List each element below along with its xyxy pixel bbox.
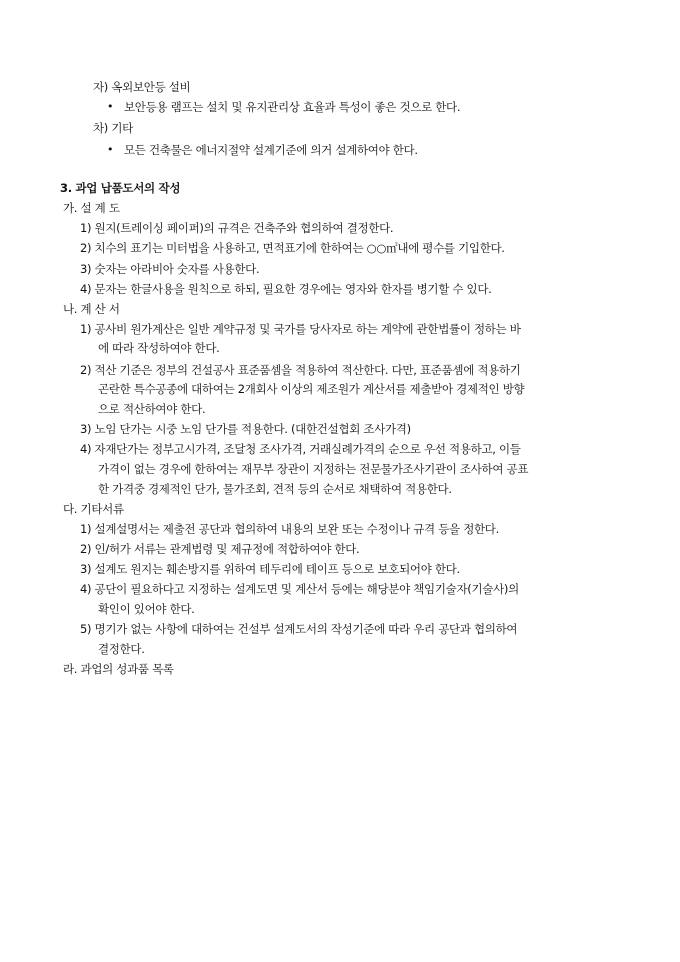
item-ja-title: 자) 옥외보안등 설비 bbox=[93, 80, 191, 94]
na-line-4c: 한 가격중 경제적인 단가, 물가조회, 견적 등의 순서로 채택하여 적용한다. bbox=[98, 482, 452, 496]
da-line-5a: 5) 명기가 없는 사항에 대하여는 건설부 설계도서의 작성기준에 따라 우리 공단과 협의하여 bbox=[80, 622, 518, 636]
ga-line-4: 4) 문자는 한글사용을 원칙으로 하되, 필요한 경우에는 영자와 한자를 병기할 수 있다. bbox=[80, 282, 492, 296]
da-line-4a: 4) 공단이 필요하다고 지정하는 설계도면 및 계산서 등에는 해당분야 책임기술자(기술사)의 bbox=[80, 582, 519, 596]
item-ja-bullet-text: 보안등용 램프는 설치 및 유지관리상 효율과 특성이 좋은 것으로 한다. bbox=[124, 100, 461, 114]
da-line-5b: 결정한다. bbox=[98, 642, 145, 656]
na-line-2c: 으로 적산하여야 한다. bbox=[98, 402, 206, 416]
subsection-ra-title: 라. 과업의 성과품 목록 bbox=[63, 662, 174, 676]
ga-line-3: 3) 숫자는 아라비아 숫자를 사용한다. bbox=[80, 262, 260, 276]
da-line-1: 1) 설계설명서는 제출전 공단과 협의하여 내용의 보완 또는 수정이나 규격 등을 정한다. bbox=[80, 522, 499, 536]
subsection-ga-title: 가. 설 계 도 bbox=[63, 201, 120, 215]
na-line-4a: 4) 자재단가는 정부고시가격, 조달청 조사가격, 거래실례가격의 순으로 우선 적용하고, 이들 bbox=[80, 442, 521, 456]
ga-line-1: 1) 원지(트레이싱 페이퍼)의 규격은 건축주와 협의하여 결정한다. bbox=[80, 221, 394, 235]
na-line-1a: 1) 공사비 원가계산은 일반 계약규정 및 국가를 당사자로 하는 계약에 관한법률이 정하는 바 bbox=[80, 322, 521, 336]
na-line-3: 3) 노임 단가는 시중 노임 단가를 적용한다. (대한건설협회 조사가격) bbox=[80, 422, 411, 436]
item-cha-title: 차) 기타 bbox=[93, 121, 133, 135]
bullet-icon: • bbox=[107, 100, 114, 113]
na-line-2a: 2) 적산 기준은 정부의 건설공사 표준품셈을 적용하여 적산한다. 다만, 표준품셈에 적용하기 bbox=[80, 363, 521, 377]
na-line-2b: 곤란한 특수공종에 대하여는 2개회사 이상의 제조원가 계산서를 제출받아 경제적인 방향 bbox=[98, 382, 525, 396]
subsection-da-title: 다. 기타서류 bbox=[63, 502, 124, 516]
item-cha-bullet-text: 모든 건축물은 에너지절약 설계기준에 의거 설계하여야 한다. bbox=[124, 143, 418, 157]
da-line-3: 3) 설계도 원지는 훼손방지를 위하여 테두리에 테이프 등으로 보호되어야 한다. bbox=[80, 562, 460, 576]
da-line-2: 2) 인/허가 서류는 관계법령 및 제규정에 적합하여야 한다. bbox=[80, 542, 360, 556]
na-line-4b: 가격이 없는 경우에 한하여는 재무부 장관이 지정하는 전문물가조사기관이 조사하여 공표 bbox=[98, 462, 529, 476]
na-line-1b: 에 따라 작성하여야 한다. bbox=[98, 341, 220, 355]
ga-line-2: 2) 치수의 표기는 미터법을 사용하고, 면적표기에 한하여는 ○○㎡내에 평수를 기입한다. bbox=[80, 241, 505, 255]
da-line-4b: 확인이 있어야 한다. bbox=[98, 602, 195, 616]
section-3-title: 3. 과업 납품도서의 작성 bbox=[60, 181, 181, 195]
subsection-na-title: 나. 계 산 서 bbox=[63, 302, 120, 316]
bullet-icon: • bbox=[107, 143, 114, 156]
